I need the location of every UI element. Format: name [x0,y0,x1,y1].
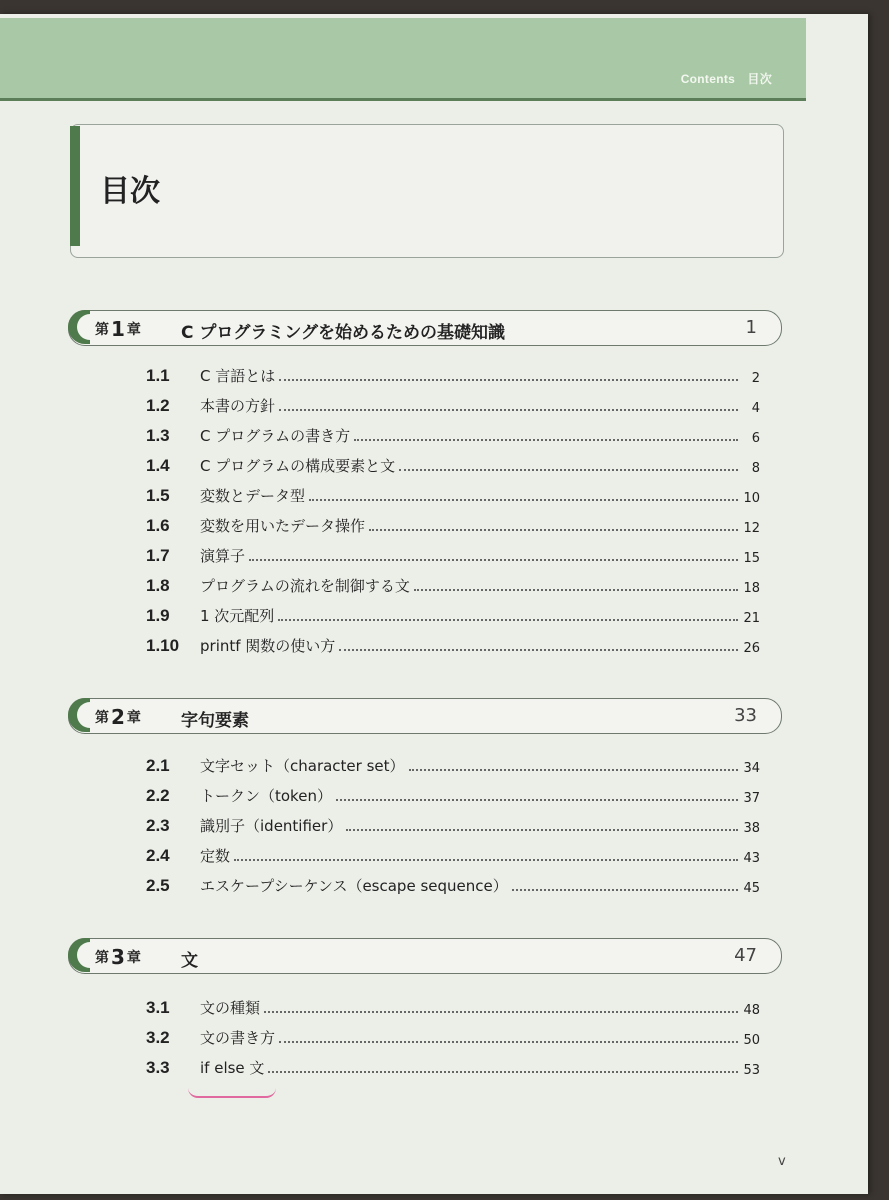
chapter-cap [68,310,90,344]
section-title: プログラムの流れを制御する文 [200,577,410,595]
section-page: 37 [743,791,760,806]
section-page: 6 [751,431,760,446]
chapter-page: 47 [734,945,757,966]
section-page: 21 [743,611,760,626]
chapter-label: 第 2 章 [95,705,141,729]
header-label: Contents 目次 [680,72,772,86]
section-title: 文の種類 [200,999,261,1017]
toc-entry[interactable] [146,572,760,596]
title-box [70,124,784,258]
toc-entry[interactable] [146,994,760,1018]
toc-entry[interactable] [146,452,760,476]
section-page: 48 [743,1003,760,1018]
chapter-page: 1 [745,317,757,338]
toc-entry[interactable] [146,542,760,566]
toc-entry[interactable] [146,362,760,386]
toc-entry[interactable] [146,422,760,446]
toc-entry[interactable] [146,752,760,776]
section-number: 1.1 [146,366,170,385]
section-title: 本書の方針 [200,397,276,415]
toc-entry[interactable] [146,842,760,866]
section-number: 1.3 [146,426,170,445]
chapter-title: 文 [181,951,198,971]
section-title: 演算子 [200,547,246,565]
toc-entry[interactable] [146,392,760,416]
section-page: 15 [743,551,760,566]
chapter-cap [68,938,90,972]
toc-entry[interactable] [146,482,760,506]
dot-leader [346,829,738,831]
section-title: C 言語とは [200,367,276,385]
page-folio: v [778,1154,786,1169]
section-number: 2.5 [146,876,170,895]
section-number: 1.6 [146,516,170,535]
section-page: 4 [751,401,760,416]
dot-leader [278,619,738,621]
section-number: 2.4 [146,846,170,865]
page-title: 目次 [100,174,160,209]
dot-leader [234,859,738,861]
dot-leader [249,559,738,561]
chapter-title: C プログラミングを始めるための基礎知識 [181,323,506,343]
section-page: 12 [743,521,760,536]
section-number: 3.1 [146,998,170,1017]
section-number: 3.2 [146,1028,170,1047]
chapter-title: 字句要素 [181,711,249,731]
dot-leader [268,1071,738,1073]
section-title: 文字セット（character set） [200,757,405,775]
chapter-page: 33 [734,705,757,726]
dot-leader [399,469,738,471]
section-page: 43 [743,851,760,866]
chapter-3-heading [68,938,782,974]
dot-leader [264,1011,738,1013]
section-page: 10 [743,491,760,506]
toc-entry[interactable] [146,782,760,806]
dot-leader [309,499,738,501]
dot-leader [512,889,738,891]
section-number: 2.2 [146,786,170,805]
section-page: 34 [743,761,760,776]
toc-entry[interactable] [146,602,760,626]
dot-leader [336,799,738,801]
section-page: 50 [743,1033,760,1048]
section-title: 定数 [200,847,231,865]
pink-underline-mark [188,1088,276,1098]
chapter-label: 第 3 章 [95,945,141,969]
section-title: 1 次元配列 [200,607,275,625]
section-number: 1.10 [146,636,180,655]
chapter-cap [68,698,90,732]
dot-leader [409,769,738,771]
toc-entry[interactable] [146,632,760,656]
section-number: 3.3 [146,1058,170,1077]
toc-entry[interactable] [146,812,760,836]
section-title: トークン（token） [200,787,332,805]
book-page [0,14,868,1194]
section-number: 1.8 [146,576,170,595]
section-number: 2.3 [146,816,170,835]
section-page: 2 [751,371,760,386]
section-title: C プログラムの構成要素と文 [200,457,396,475]
section-page: 45 [743,881,760,896]
header-band [0,18,806,101]
dot-leader [339,649,738,651]
dot-leader [279,379,738,381]
toc-entry[interactable] [146,1024,760,1048]
dot-leader [369,529,738,531]
section-page: 53 [743,1063,760,1078]
dot-leader [279,409,738,411]
section-number: 1.2 [146,396,170,415]
section-page: 26 [743,641,760,656]
chapter-label: 第 1 章 [95,317,141,341]
section-page: 38 [743,821,760,836]
section-title: printf 関数の使い方 [200,637,336,655]
section-number: 1.9 [146,606,170,625]
section-number: 1.5 [146,486,170,505]
section-title: C プログラムの書き方 [200,427,351,445]
toc-entry[interactable] [146,512,760,536]
section-title: 変数を用いたデータ操作 [200,517,366,535]
section-title: if else 文 [200,1059,265,1077]
section-title: 変数とデータ型 [200,487,306,505]
title-accent-bar [70,126,80,246]
section-title: 文の書き方 [200,1029,276,1047]
section-number: 1.7 [146,546,170,565]
dot-leader [354,439,738,441]
dot-leader [414,589,738,591]
toc-entry[interactable] [146,872,760,896]
dot-leader [279,1041,738,1043]
chapter-1-heading [68,310,782,346]
section-page: 18 [743,581,760,596]
section-page: 8 [751,461,760,476]
section-number: 1.4 [146,456,170,475]
section-title: 識別子（identifier） [200,817,343,835]
toc-entry[interactable] [146,1054,760,1078]
section-title: エスケープシーケンス（escape sequence） [200,877,508,895]
chapter-2-heading [68,698,782,734]
section-number: 2.1 [146,756,170,775]
